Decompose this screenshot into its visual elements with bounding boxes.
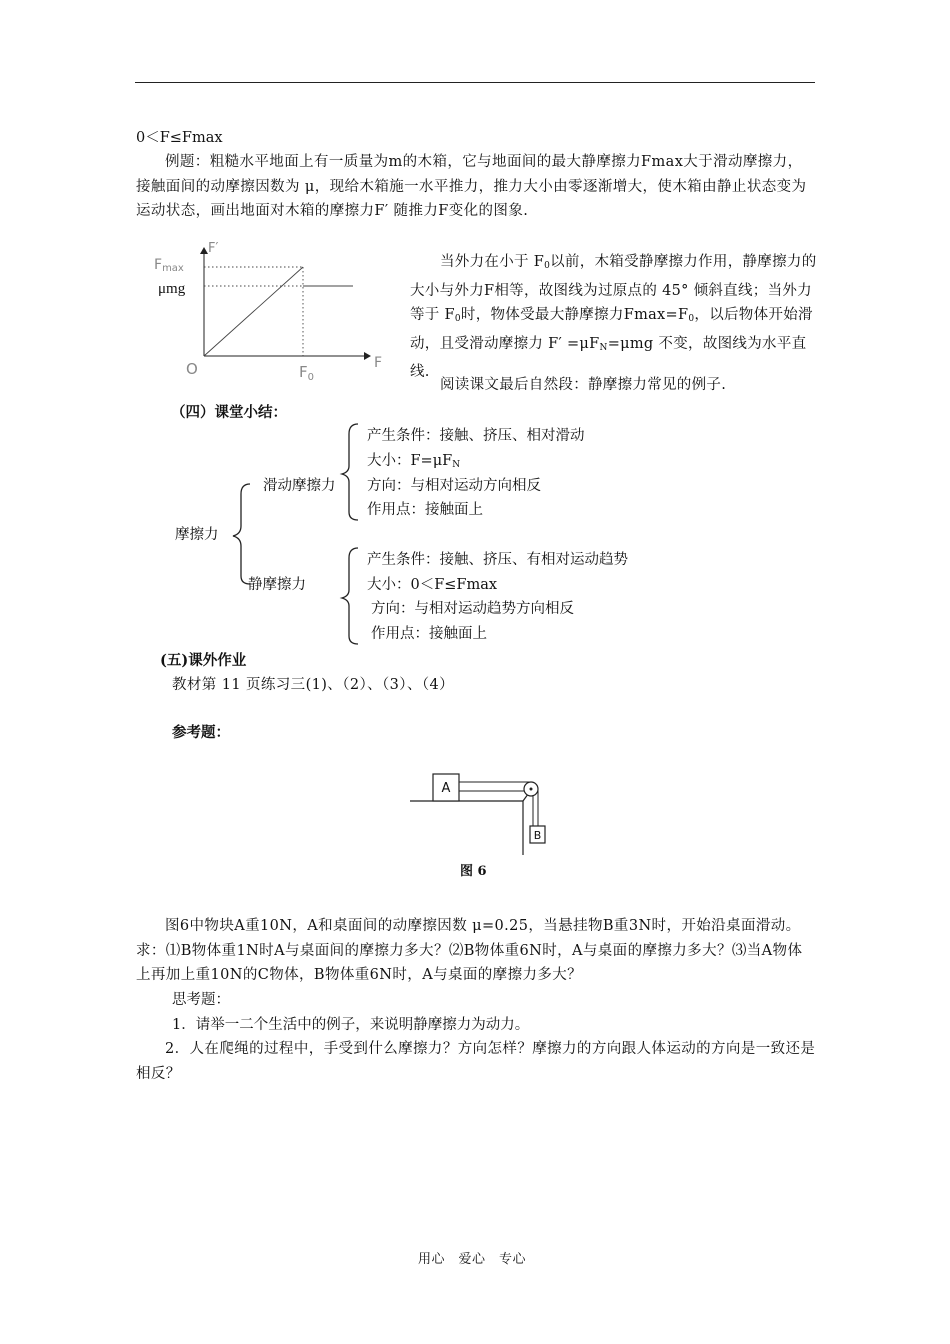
sliding-condition: 产生条件：接触、挤压、相对滑动 (367, 428, 585, 444)
block-b-label: B (533, 829, 542, 842)
static-magnitude: 大小：0＜F≤Fmax (367, 577, 498, 593)
sliding-point: 作用点：接触面上 (367, 502, 483, 518)
fmax-label: Fmax (154, 257, 184, 274)
sliding-brace (342, 424, 358, 520)
x-axis-label: F (374, 355, 383, 371)
f0-label: $F_0$ (299, 363, 315, 383)
static-condition: 产生条件：接触、挤压、有相对运动趋势 (367, 552, 628, 568)
sliding-label: 滑动摩擦力 (263, 478, 336, 494)
reading-note: 阅读课文最后自然段：静摩擦力常见的例子. (440, 377, 727, 393)
sliding-magnitude: 大小：$F=\mu F_N$ (367, 453, 461, 470)
thinking-heading: 思考题： (172, 992, 230, 1008)
thinking-q2: 2．人在爬绳的过程中，手受到什么摩擦力？方向怎样？摩擦力的方向跟人体运动的方向是一致还是相反？ (136, 1041, 816, 1082)
example-paragraph: 例题：粗糙水平地面上有一质量为m的木箱，它与地面间的最大静摩擦力Fmax大于滑动摩擦力，接触面间的动摩擦因数为 μ，现给木箱施一水平推力，推力大小由零逐渐增大，使木箱由静止状态变为运动状态，画出地面对木箱的摩擦力F′ 随推力F变化的图象. (136, 154, 807, 219)
root-label: 摩擦力 (175, 527, 219, 543)
formula-line: 0＜F≤Fmax (136, 130, 223, 146)
homework-text: 教材第 11 页练习三(1)、（2）、（3）、（4） (172, 677, 455, 693)
sliding-direction: 方向：与相对运动方向相反 (367, 478, 541, 494)
figure-6 (400, 765, 560, 865)
static-brace (342, 548, 358, 644)
y-axis-label: F′ (208, 241, 219, 256)
homework-heading: (五)课外作业 (160, 652, 247, 669)
page-footer: 用心 爱心 专心 (418, 1252, 527, 1267)
reference-heading: 参考题： (172, 724, 230, 741)
figure-6-caption: 图 6 (460, 864, 487, 879)
block-a-label: A (441, 781, 451, 796)
origin-label: O (186, 360, 198, 378)
static-point: 作用点：接触面上 (371, 626, 487, 642)
umg-label: μmg (158, 281, 186, 297)
summary-heading: （四）课堂小结： (171, 404, 287, 421)
static-label: 静摩擦力 (248, 577, 306, 593)
thinking-q1: 1．请举一二个生活中的例子，来说明静摩擦力为动力。 (172, 1017, 530, 1033)
problem-paragraph: 图6中物块A重10N，A和桌面间的动摩擦因数 μ=0.25，当悬挂物B重3N时，开始沿桌面滑动。求：⑴B物体重1N时A与桌面间的摩擦力多大？⑵B物体重6N时，A与桌面的摩擦力多大？⑶当A物体上再加上重10N的C物体，B物体重6N时，A与桌面的摩擦力多大？ (136, 918, 803, 983)
graph-explanation: 当外力在小于 $F_0$以前，木箱受静摩擦力作用，静摩擦力的大小与外力F相等，故图线为过原点的 45° 倾斜直线；当外力等于 $F_0$时，物体受最大静摩擦力$Fmax=F_0$，以后物体开始滑动，且受滑动摩擦力 $F' =\mu F_N=\mu mg$ 不变，故图线为水平直线. (410, 254, 817, 380)
root-brace (233, 484, 250, 584)
static-direction: 方向：与相对运动趋势方向相反 (371, 601, 574, 617)
